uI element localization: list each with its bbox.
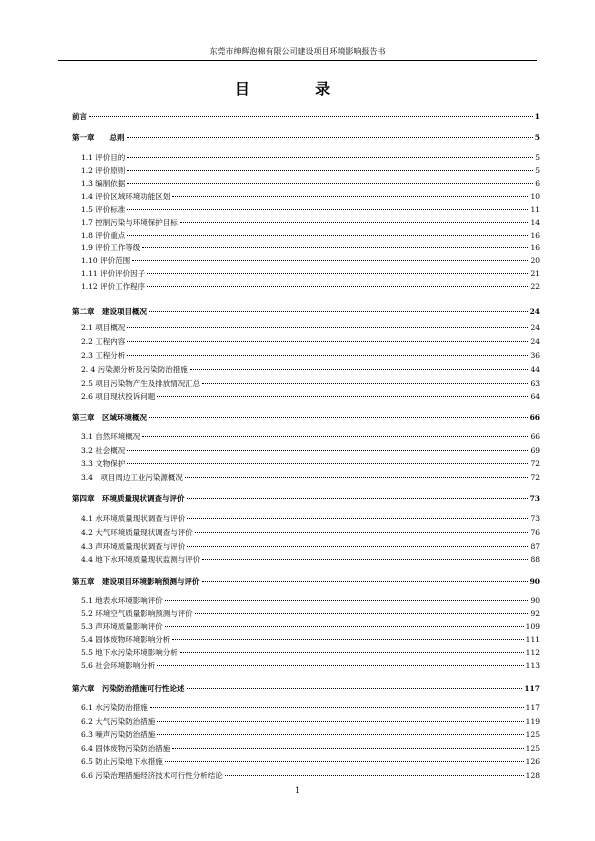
toc-section-entry[interactable] — [72, 555, 540, 565]
toc-section-entry[interactable] — [72, 192, 540, 202]
toc-entry-page: 66 — [530, 432, 540, 441]
dot-leader — [89, 116, 533, 117]
dot-leader — [187, 688, 523, 689]
dot-leader — [157, 665, 523, 666]
toc-entry-title: 4.4 地下水环境质量现状监测与评价 — [81, 555, 201, 564]
toc-entry-title: 2.3 工程分析 — [81, 351, 126, 360]
toc-section-entry[interactable] — [72, 717, 540, 727]
toc-entry-page: 14 — [530, 218, 540, 227]
toc-entry-page: 24 — [530, 323, 540, 332]
toc-chapter-entry[interactable] — [72, 413, 540, 423]
toc-entry-title: 1.8 评价重点 — [81, 231, 126, 240]
dot-leader — [150, 707, 524, 708]
toc-entry-title: 1.3 编制依据 — [81, 179, 126, 188]
toc-entry-title: 4.2 大气环境质量现状调查与评价 — [81, 528, 193, 537]
dot-leader — [157, 396, 528, 397]
toc-entry-page: 90 — [530, 596, 540, 605]
dot-leader — [157, 734, 523, 735]
toc-section-entry[interactable] — [72, 323, 540, 333]
dot-leader — [187, 498, 528, 499]
toc-entry-title: 1.12 评价工作程序 — [81, 282, 146, 291]
toc-section-entry[interactable] — [72, 282, 540, 292]
toc-entry-page: 76 — [530, 528, 540, 537]
toc-entry-title: 2. 4 污染源分析及污染防治措施 — [81, 365, 188, 374]
toc-section-entry[interactable] — [72, 179, 540, 189]
toc-section-entry[interactable] — [72, 703, 540, 713]
dot-leader — [147, 273, 528, 274]
dot-leader — [202, 581, 528, 582]
toc-section-entry[interactable] — [72, 205, 540, 215]
toc-entry-title: 1.5 评价标准 — [81, 205, 126, 214]
dot-leader — [127, 327, 528, 328]
toc-entry-page: 22 — [530, 282, 540, 291]
toc-section-entry[interactable] — [72, 243, 540, 253]
toc-entry-title: 第六章 污染防治措施可行性论述 — [72, 684, 185, 693]
dot-leader — [195, 532, 529, 533]
toc-entry-title: 5.1 地表水环境影响评价 — [81, 596, 163, 605]
toc-section-entry[interactable] — [72, 231, 540, 241]
toc-entry-title: 1.1 评价目的 — [81, 153, 126, 162]
toc-section-entry[interactable] — [72, 337, 540, 347]
toc-entry-page: 72 — [530, 473, 540, 482]
toc-entry-page: 72 — [530, 459, 540, 468]
toc-section-entry[interactable] — [72, 473, 540, 483]
toc-entry-title: 第五章 建设项目环境影响预测与评价 — [72, 577, 200, 586]
toc-section-entry[interactable] — [72, 528, 540, 538]
dot-leader — [180, 652, 524, 653]
toc-entry-page: 24 — [529, 307, 540, 316]
toc-entry-title: 3.2 社会概况 — [81, 446, 126, 455]
toc-entry-title: 4.3 声环境质量现状调查与评价 — [81, 542, 186, 551]
toc-entry-title: 1.10 评价范围 — [81, 256, 131, 265]
toc-section-entry[interactable] — [72, 661, 540, 671]
toc-entry-page: 5 — [535, 153, 540, 162]
dot-leader — [172, 196, 528, 197]
dot-leader — [127, 235, 528, 236]
toc-chapter-entry[interactable] — [72, 494, 540, 504]
dot-leader — [142, 436, 528, 437]
dot-leader — [165, 761, 524, 762]
running-header: 东莞市绅辉泡棉有限公司建设项目环境影响报告书 — [58, 46, 537, 61]
toc-entry-page: 6 — [535, 179, 540, 188]
toc-entry-title: 1.9 评价工作等级 — [81, 243, 141, 252]
toc-section-entry[interactable] — [72, 622, 540, 632]
toc-section-entry[interactable] — [72, 446, 540, 456]
toc-section-entry[interactable] — [72, 771, 540, 781]
toc-entry-page: 16 — [530, 231, 540, 240]
dot-leader — [195, 613, 529, 614]
toc-chapter-entry[interactable] — [72, 307, 540, 317]
dot-leader — [127, 463, 528, 464]
toc-entry-title: 6.1 水污染防治措施 — [81, 703, 148, 712]
toc-entry-page: 36 — [530, 351, 540, 360]
toc-entry-title: 6.2 大气污染防治措施 — [81, 717, 156, 726]
toc-entry-title: 2.1 项目概况 — [81, 323, 126, 332]
dot-leader — [127, 137, 533, 138]
toc-entry-title: 6.4 固体废物污染防治措施 — [81, 744, 171, 753]
toc-entry-title: 3.4 项目周边工业污染源概况 — [81, 473, 183, 482]
toc-entry-page: 21 — [530, 269, 540, 278]
toc-section-entry[interactable] — [72, 730, 540, 740]
toc-entry-title: 6.5 防止污染地下水措施 — [81, 757, 163, 766]
dot-leader — [185, 477, 529, 478]
toc-section-entry[interactable] — [72, 514, 540, 524]
toc-entry-page: 73 — [529, 494, 540, 503]
toc-entry-page: 113 — [525, 661, 540, 670]
toc-section-entry[interactable] — [72, 744, 540, 754]
toc-entry-page: 125 — [525, 730, 540, 739]
toc-entry-title: 第二章 建设项目概况 — [72, 307, 147, 316]
toc-entry-title: 第三章 区域环境概况 — [72, 413, 147, 422]
toc-entry-page: 109 — [525, 622, 540, 631]
toc-entry-page: 117 — [525, 703, 540, 712]
dot-leader — [127, 183, 533, 184]
toc-section-entry[interactable] — [72, 218, 540, 228]
toc-entry-title: 5.2 环境空气质量影响预测与评价 — [81, 609, 193, 618]
toc-entry-page: 87 — [530, 542, 540, 551]
toc-entry-title: 2.5 项目污染物产生及排放情况汇总 — [81, 379, 201, 388]
toc-entry-title: 第四章 环境质量现状调查与评价 — [72, 494, 185, 503]
toc-entry-page: 63 — [530, 379, 540, 388]
toc-title: 目 录 — [234, 80, 361, 98]
toc-entry-page: 111 — [525, 635, 540, 644]
dot-leader — [225, 775, 524, 776]
toc-entry-page: 16 — [530, 243, 540, 252]
toc-entry-title: 6.3 噪声污染防治措施 — [81, 730, 156, 739]
dot-leader — [187, 546, 528, 547]
toc-section-entry[interactable] — [72, 365, 540, 375]
toc-entry-page: 119 — [525, 717, 540, 726]
dot-leader — [142, 247, 528, 248]
toc-entry-page: 92 — [530, 609, 540, 618]
toc-entry-page: 20 — [530, 256, 540, 265]
dot-leader — [149, 417, 528, 418]
dot-leader — [180, 222, 529, 223]
dot-leader — [132, 260, 528, 261]
toc-entry-title: 5.5 地下水污染环境影响分析 — [81, 648, 178, 657]
toc-entry-page: 1 — [534, 112, 540, 121]
toc-entry-title: 第一章 总则 — [72, 133, 125, 142]
toc-entry-title: 3.3 文物保护 — [81, 459, 126, 468]
toc-entry-title: 5.6 社会环境影响分析 — [81, 661, 156, 670]
toc-entry-title: 4.1 水环境质量现状调查与评价 — [81, 514, 186, 523]
toc-entry-page: 10 — [530, 192, 540, 201]
dot-leader — [149, 311, 528, 312]
toc-entry-title: 5.3 声环境质量影响评价 — [81, 622, 163, 631]
toc-entry-page: 69 — [530, 446, 540, 455]
toc-section-entry[interactable] — [72, 166, 540, 176]
toc-section-entry[interactable] — [72, 256, 540, 266]
toc-section-entry[interactable] — [72, 392, 540, 402]
dot-leader — [127, 341, 528, 342]
toc-entry-title: 2.2 工程内容 — [81, 337, 126, 346]
toc-chapter-entry[interactable] — [72, 684, 540, 694]
toc-entry-page: 112 — [525, 648, 540, 657]
toc-entry-page: 126 — [525, 757, 540, 766]
toc-entry-page: 125 — [525, 744, 540, 753]
dot-leader — [147, 286, 528, 287]
toc-entry-title: 前言 — [72, 112, 87, 121]
toc-entry-page: 5 — [535, 166, 540, 175]
dot-leader — [127, 157, 533, 158]
toc-section-entry[interactable] — [72, 609, 540, 619]
toc-section-entry[interactable] — [72, 432, 540, 442]
toc-entry-title: 2.6 项目现状投诉问题 — [81, 392, 156, 401]
toc-section-entry[interactable] — [72, 635, 540, 645]
toc-entry-title: 6.6 污染治理措施经济技术可行性分析结论 — [81, 771, 223, 780]
dot-leader — [157, 721, 523, 722]
toc-entry-page: 88 — [530, 555, 540, 564]
toc-entry-title: 1.4 评价区域环境功能区划 — [81, 192, 171, 201]
dot-leader — [165, 626, 524, 627]
dot-leader — [127, 209, 528, 210]
toc-section-entry[interactable] — [72, 757, 540, 767]
toc-entry-title: 1.11 评价评价因子 — [81, 269, 146, 278]
toc-section-entry[interactable] — [72, 596, 540, 606]
toc-entry-page: 73 — [530, 514, 540, 523]
toc-chapter-entry[interactable] — [72, 112, 540, 122]
toc-entry-page: 117 — [524, 684, 540, 693]
toc-section-entry[interactable] — [72, 542, 540, 552]
toc-entry-page: 128 — [525, 771, 540, 780]
toc-section-entry[interactable] — [72, 648, 540, 658]
toc-section-entry[interactable] — [72, 379, 540, 389]
toc-section-entry[interactable] — [72, 459, 540, 469]
toc-section-entry[interactable] — [72, 351, 540, 361]
toc-chapter-entry[interactable] — [72, 577, 540, 587]
toc-entry-page: 66 — [529, 413, 540, 422]
toc-entry-page: 90 — [529, 577, 540, 586]
dot-leader — [127, 450, 528, 451]
dot-leader — [202, 383, 528, 384]
toc-entry-title: 5.4 固体废物环境影响分析 — [81, 635, 171, 644]
toc-entry-page: 44 — [530, 365, 540, 374]
toc-entry-title: 1.7 控制污染与环境保护目标 — [81, 218, 178, 227]
dot-leader — [172, 639, 523, 640]
toc-entry-page: 5 — [534, 133, 540, 142]
toc-section-entry[interactable] — [72, 269, 540, 279]
dot-leader — [127, 170, 533, 171]
toc-entry-page: 24 — [530, 337, 540, 346]
dot-leader — [127, 355, 528, 356]
toc-entry-page: 64 — [530, 392, 540, 401]
toc-chapter-entry[interactable] — [72, 133, 540, 143]
dot-leader — [172, 748, 523, 749]
toc-entry-title: 1.2 评价原则 — [81, 166, 126, 175]
dot-leader — [202, 559, 528, 560]
dot-leader — [190, 369, 529, 370]
page-number: 1 — [294, 786, 301, 795]
toc-entry-title: 3.1 自然环境概况 — [81, 432, 141, 441]
toc-entry-page: 11 — [530, 205, 540, 214]
toc-section-entry[interactable] — [72, 153, 540, 163]
dot-leader — [165, 600, 529, 601]
dot-leader — [187, 518, 528, 519]
